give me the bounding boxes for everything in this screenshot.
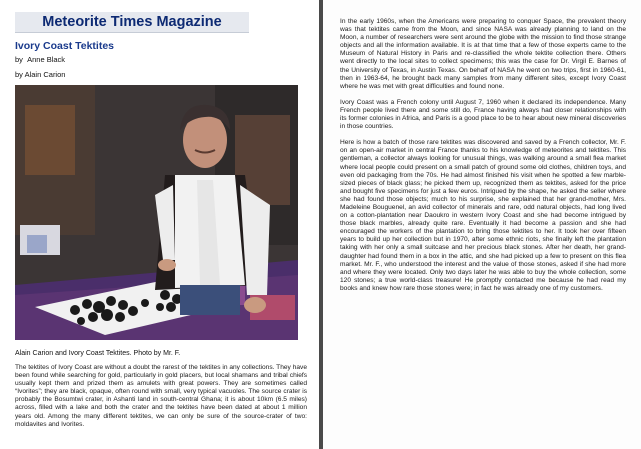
right-body bbox=[340, 18, 626, 301]
byline-prefix: by bbox=[15, 55, 23, 64]
byline-name: Anne Black bbox=[27, 55, 66, 64]
paragraph: In the early 1960s, when the Americans were preparing to conquer Space, the prevalent theory was that tektites came from the Moon, and since NASA was already planning to land on the Moon, a number of researchers were sent around the globe with the mission to find those strange objects and all the information available. It is at that time that a few of those experts came to the Museum of Natural History in Paris and re-classified the whole tektite collection there. Others went directly to the local sites to collect specimens; this was the case for Dr. Virgil E. Barnes of the University of Texas, in Austin Texas. On behalf of NASA he went on two trips, first in 1960-61, then in 1963-64, he brought back many samples from many different sites, except Ivory Coast where he was met with great difficulties and found none. bbox=[340, 18, 626, 90]
article-photo bbox=[15, 85, 298, 340]
paragraph: Here is how a batch of those rare tektites was discovered and saved by a French collector, Mr. F. on an open-air market in central France thanks to his knowledge of meteorites and tektites. This gentleman, a collector always looking for unusual things, was walking around a small flea market where local people could present on a small patch of ground some old clothes, children toys, and even old packaging from the 70s. He had almost finished his visit when he spotted a few marble-sized pieces of black glass; he picked them up, recognized them as tektites, asked for the price and bought five specimens for just a few euros. Intrigued by the shape, he asked the seller where she had found those objects; much to his surprise, she explained that her grand-mother, Mrs. Madeleine Bouguenel, an avid collector of minerals and rare, odd natural objects, had long lived on a cotton-plantation near Daoukro in western Ivory Coast and she had become intrigued by those black marbles, already quite rare. Eventually it had become a passion and she had encouraged the workers of the plantation to bring those tektites to her. It took her over fifteen years to build up her collection but in 1970, after some ethnic riots, she finally left the plantation taking with her only a small suitcase and her precious black stones. After her death, her grand-daughter had found them in a box in the attic, and she had picked up a few to present on this flea market. Mr. F., who understood the interest and the value of those stones, asked if she had more and where they were located. Only two days later he was able to buy the whole collection, some 120 stones; a true world-class treasure! He promptly contacted me because he had read my books and knew how rare those stones were; in fact he was already one of my customers. bbox=[340, 139, 626, 292]
paragraph: Ivory Coast was a French colony until August 7, 1960 when it declared its independence. Many French people lived there and some still do, France having always had closer relationships with its former colonies in Africa, and Paris is a good place to be to hear about new mineral discoveries in those countries. bbox=[340, 98, 626, 131]
article-title: Ivory Coast Tektites bbox=[15, 40, 115, 52]
right-page bbox=[323, 0, 641, 449]
left-page bbox=[0, 0, 319, 449]
photo-caption: Alain Carion and Ivory Coast Tektites. Photo by Mr. F. bbox=[15, 350, 181, 357]
photo-illustration bbox=[15, 85, 298, 340]
magazine-title: Meteorite Times Magazine bbox=[15, 12, 249, 33]
byline bbox=[15, 55, 65, 64]
author-line: by Alain Carion bbox=[15, 70, 66, 79]
left-body-text: The tektites of Ivory Coast are without a doubt the rarest of the tektites in any collections. They have been found while searching for gold, particularly in gold placers, but local shamans and tribal chiefs usually kept them and prized them as amulets with great powers. They are sometimes called “Ivorites”; they are black, opaque, often round with small, very typical vacuoles. The source crater is probably the Bosumtwi crater, in Ashanti land in south-central Ghana; it is about 10km (6.5 miles) across, filled with a lake and both the crater and the tektites have been dated at about 1 million years old. Among the many different tektites, we can only be sure of the source-crater of two: moldavites and Ivorites. bbox=[15, 364, 307, 428]
